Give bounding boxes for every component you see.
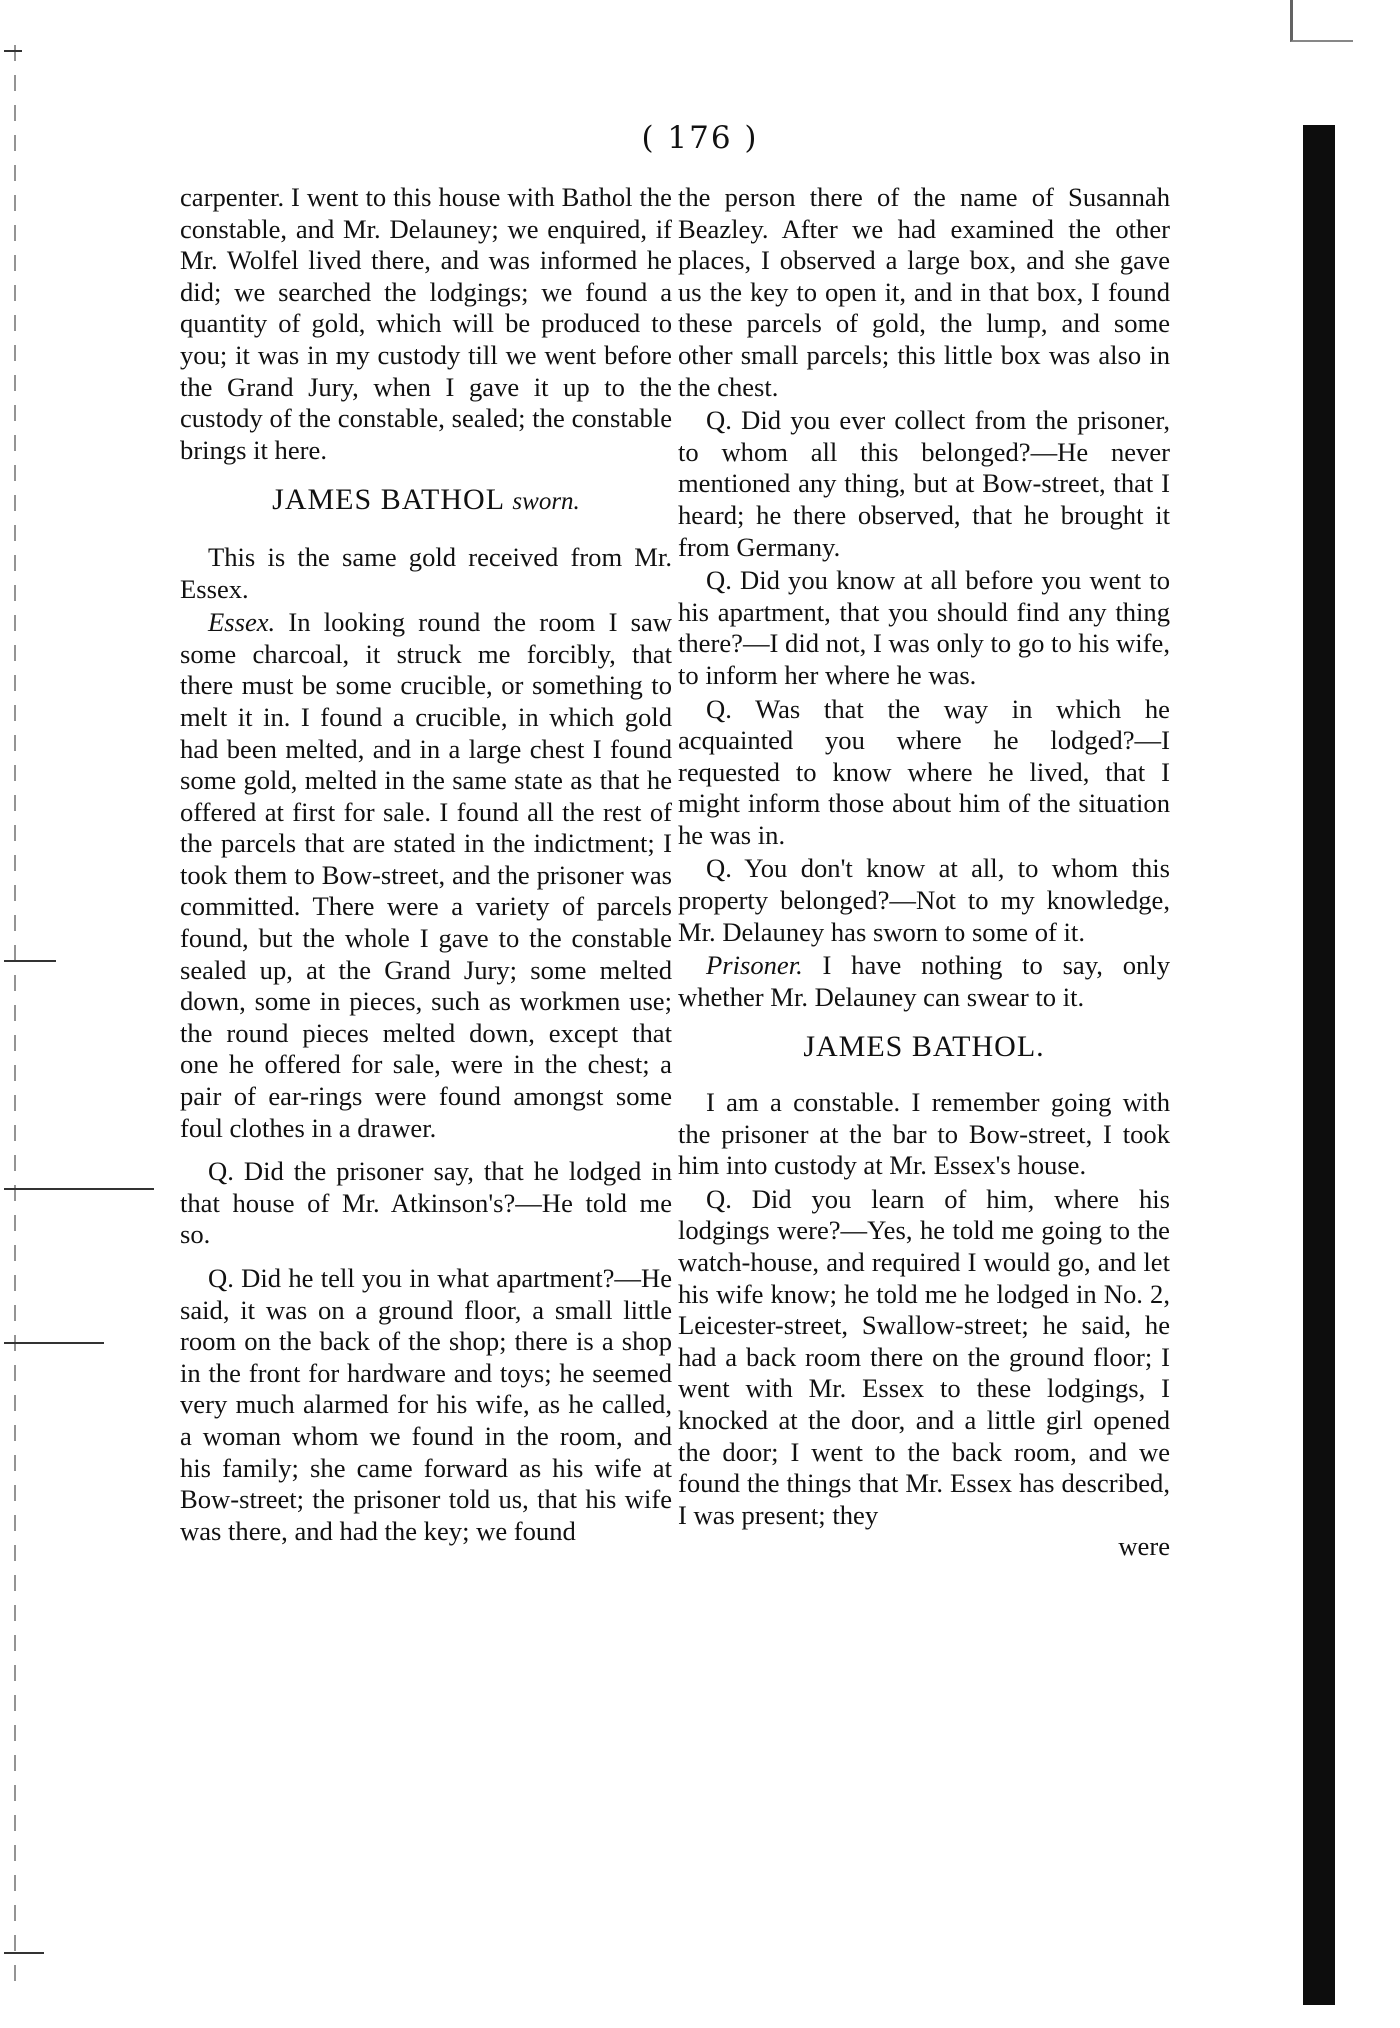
right-paragraph: Q. Was that the way in which he acquainted you where he lodged?—I requested to know where he lived, that I might inform those about him of the situation he was in. — [678, 693, 1170, 850]
right-paragraph — [678, 950, 1170, 1013]
left-paragraph — [180, 607, 672, 1144]
scan-margin-tick — [4, 1342, 104, 1344]
scan-edge-shadow — [1303, 125, 1335, 2005]
right-paragraph: Q. Did you know at all before you went to his apartment, that you should find any thing there?—I did not, I was only to go to his wife, to inform her where he was. — [678, 565, 1170, 690]
scan-corner-mark — [1290, 0, 1353, 42]
witness-heading: JAMES BATHOL. — [803, 1030, 1045, 1064]
speaker-label: Prisoner. — [706, 950, 823, 981]
witness-heading — [180, 484, 672, 518]
right-paragraph: I am a constable. I remember going with the prisoner at the bar to Bow-street, I took him into custody at Mr. Essex's house. — [678, 1087, 1170, 1181]
left-paragraph: Q. Did he tell you in what apartment?—He said, it was on a ground floor, a small little room on the back of the shop; there is a shop in the front for hardware and toys; he seemed very much alarmed for his wife, as he called, a woman whom we found in the room, and his family; she came forward as his wife at Bow-street; the prisoner told us, that his wife was there, and had the key; we found — [180, 1263, 672, 1546]
left-paragraph: This is the same gold received from Mr. Essex. — [180, 541, 672, 604]
scan-margin-tick — [4, 1188, 154, 1190]
witness-name: JAMES BATHOL — [272, 483, 513, 517]
right-paragraph: Q. Did you learn of him, where his lodgings were?—Yes, he told me going to the watch-house, and required I would go, and let his wife know; he told me he lodged in No. 2, Leicester-street, Swallow-street; he said, he had a back room there on the ground floor; I went with Mr. Essex to these lodgings, I knocked at the door, and a little girl opened the door; I went to the back room, and we found the things that Mr. Essex has described, I was present; they — [678, 1183, 1170, 1530]
page-number: ( 176 ) — [641, 120, 759, 156]
right-paragraph: the person there of the name of Susannah Beazley. After we had examined the other places, I observed a large box, and she gave us the key to open it, and in that box, I found these parcels of gold, the lump, and some other small parcels; this little box was also in the chest. — [678, 182, 1170, 402]
left-column — [180, 182, 672, 1547]
scan-margin-rule — [14, 45, 16, 1985]
left-paragraph: carpenter. I went to this house with Bathol the constable, and Mr. Delauney; we enquired, if Mr. Wolfel lived there, and was informed he did; we searched the lodgings; we found a quantity of gold, which will be produced to you; it was in my custody till we went before the Grand Jury, when I gave it up to the custody of the constable, sealed; the constable brings it here. — [180, 182, 672, 465]
right-paragraph: Q. You don't know at all, to whom this property belonged?—Not to my knowledge, Mr. Delauney has sworn to some of it. — [678, 853, 1170, 947]
right-paragraph: Q. Did you ever collect from the prisoner, to whom all this belonged?—He never mentioned any thing, but at Bow-street, that I heard; he there observed, that he brought it from Germany. — [678, 405, 1170, 562]
witness-sworn: sworn. — [512, 488, 580, 516]
left-paragraph: Q. Did the prisoner say, that he lodged in that house of Mr. Atkinson's?—He told me so. — [180, 1156, 672, 1250]
scan-margin-tick — [4, 50, 22, 52]
speaker-label: Essex. — [208, 607, 289, 638]
catchword: were — [1118, 1531, 1170, 1562]
scan-margin-tick — [4, 1952, 44, 1954]
scan-margin-tick — [4, 960, 56, 962]
testimony-text: I have nothing to say, only whether Mr. Delauney can swear to it. — [678, 950, 1170, 1012]
testimony-text: In looking round the room I saw some charcoal, it struck me forcibly, that there must be some crucible, or something to melt it in. I found a crucible, in which gold had been melted, and in a large chest I found some gold, melted in the same state as that he offered at first for sale. I found all the rest of the parcels that are stated in the indictment; I took them to Bow-street, and the prisoner was committed. There were a variety of parcels found, but the whole I gave to the constable sealed up, at the Grand Jury; some melted down, some in pieces, such as workmen use; the round pieces melted down, except that one he offered for sale, were in the chest; a pair of ear-rings were found amongst some foul clothes in a drawer. — [180, 607, 672, 1143]
right-column — [678, 182, 1170, 1575]
